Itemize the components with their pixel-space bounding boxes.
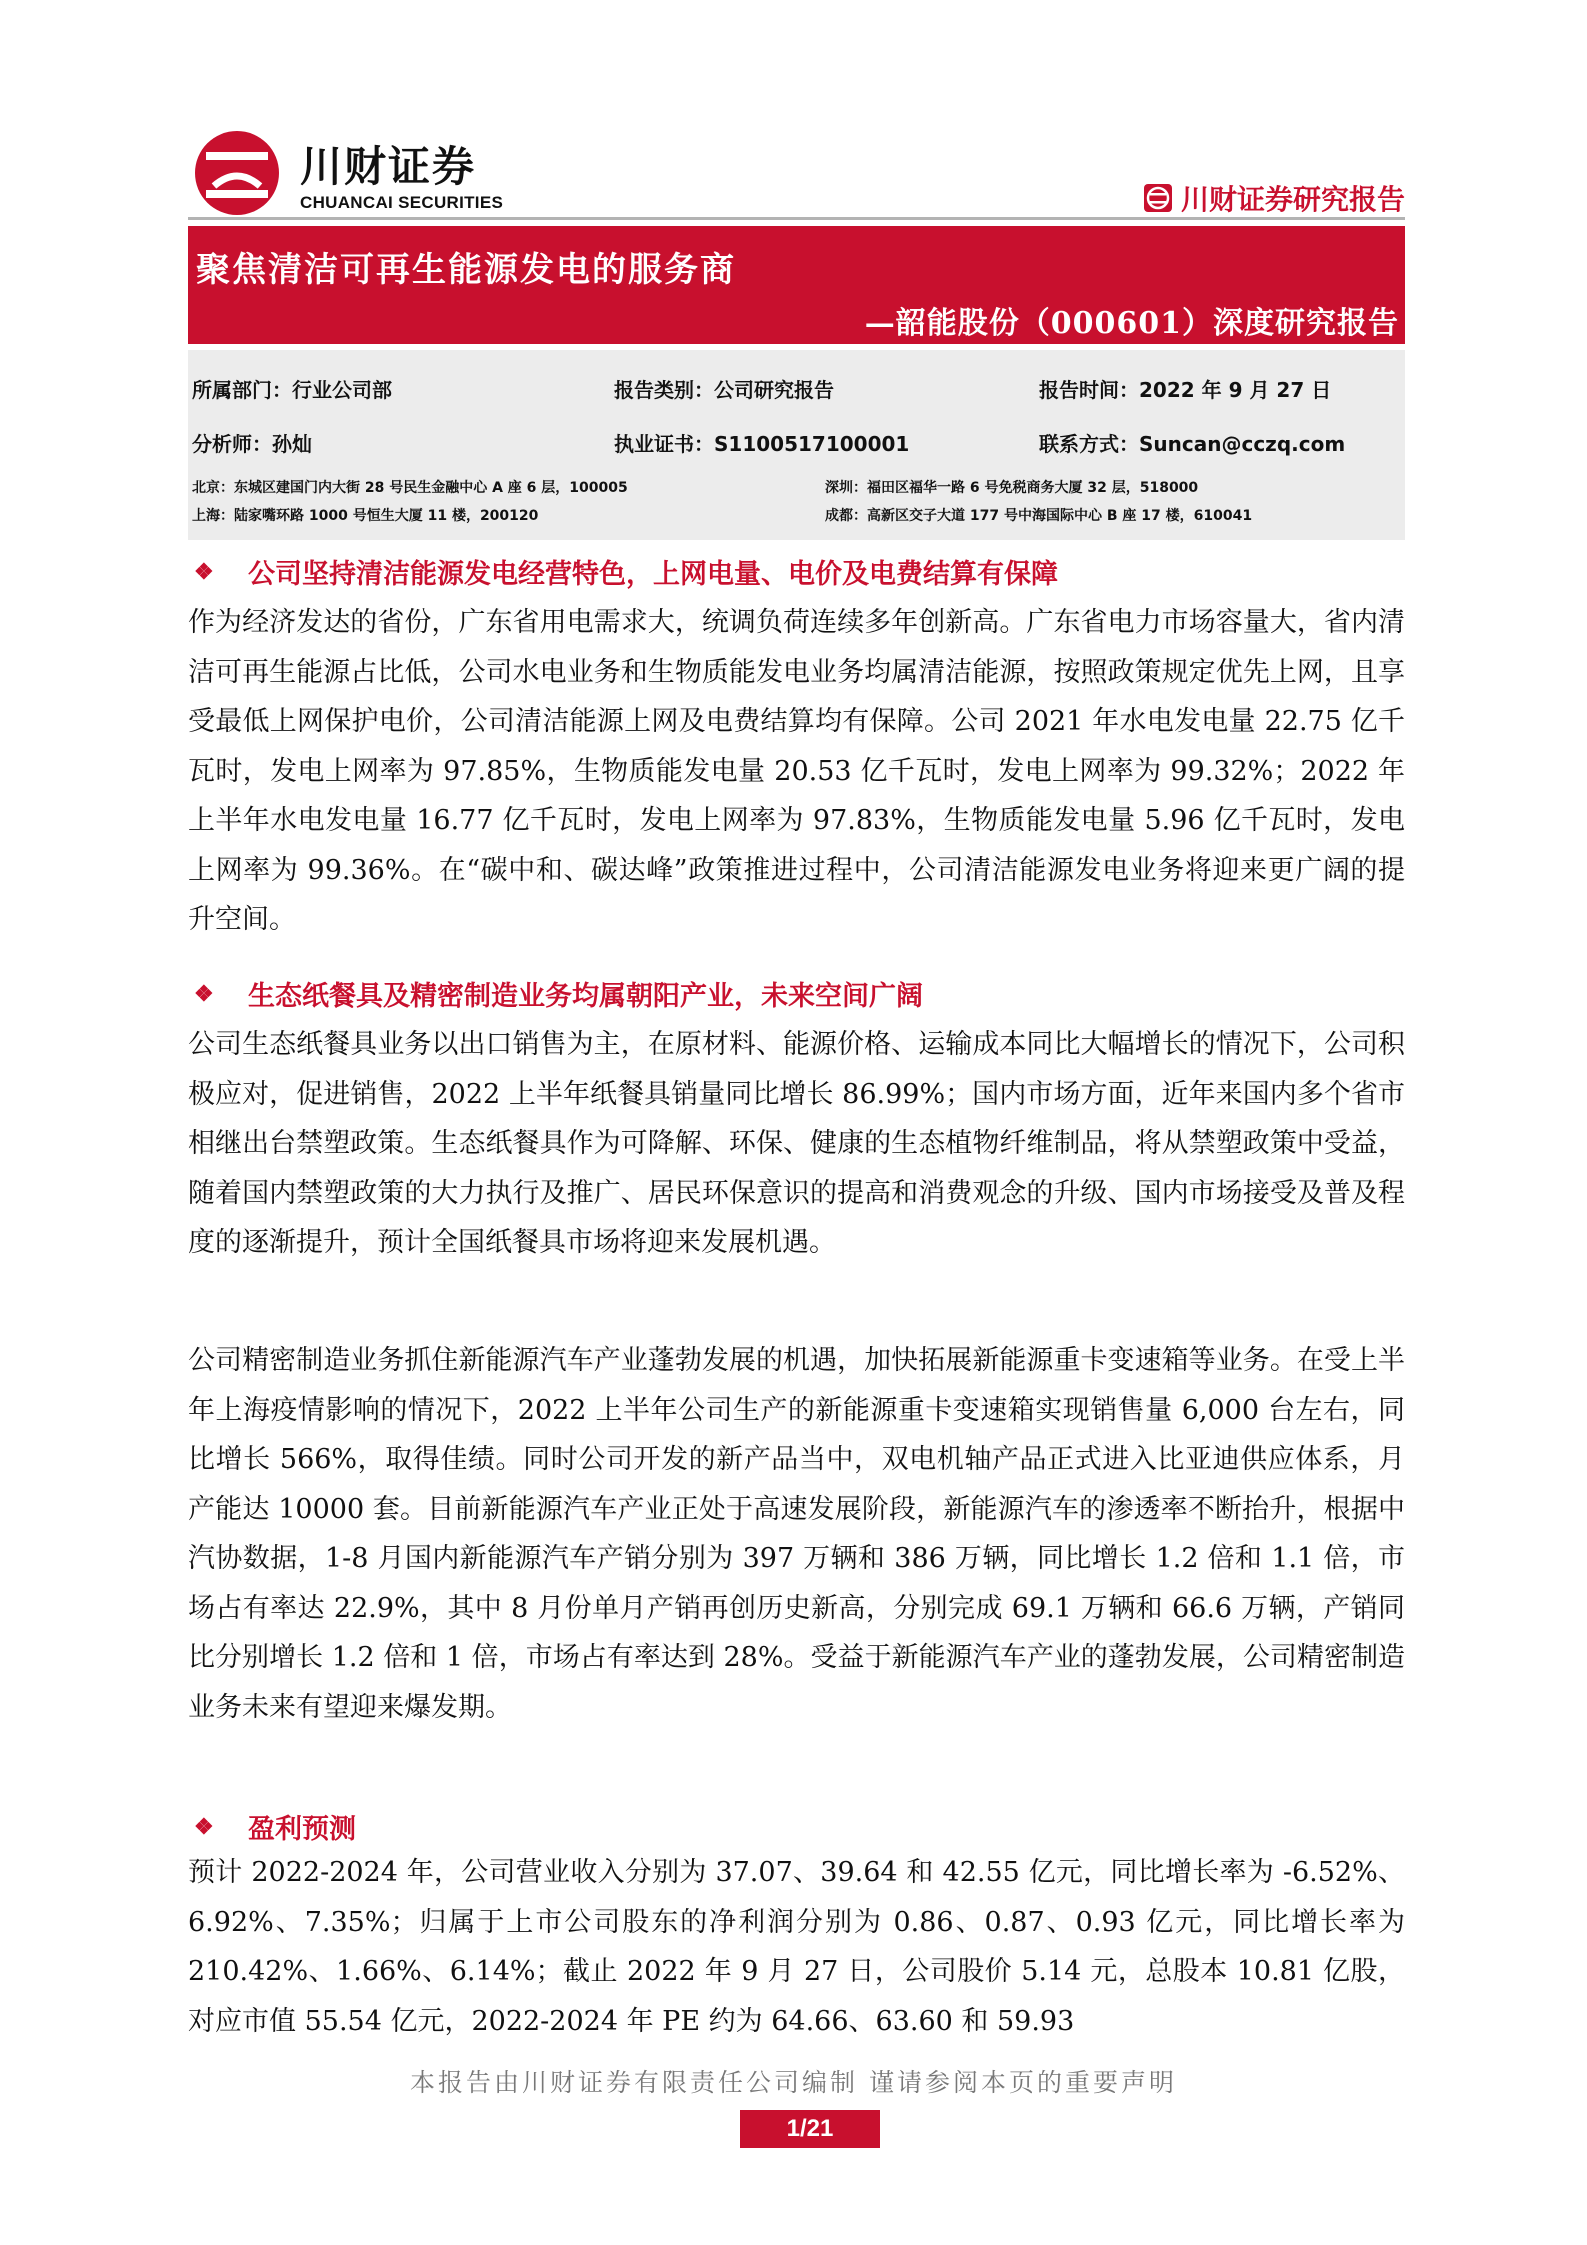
meta-analyst: 分析师：孙灿 (192, 432, 312, 456)
report-subtitle: —韶能股份（000601）深度研究报告 (864, 306, 1399, 341)
diamond-bullet-icon: ❖ (194, 1813, 214, 1840)
meta-license: 执业证书：S1100517100001 (614, 432, 910, 456)
address-shanghai: 上海：陆家嘴环路 1000 号恒生大厦 11 楼，200120 (192, 508, 539, 524)
report-meta (188, 350, 1405, 540)
section-heading-text: 公司坚持清洁能源发电经营特色，上网电量、电价及电费结算有保障 (248, 559, 1058, 590)
footer-disclaimer: 本报告由川财证券有限责任公司编制 谨请参阅本页的重要声明 (410, 2068, 1177, 2097)
section-heading-text: 盈利预测 (248, 1814, 356, 1845)
meta-report-date: 报告时间：2022 年 9 月 27 日 (1039, 378, 1332, 402)
address-chengdu: 成都：高新区交子大道 177 号中海国际中心 B 座 17 楼，610041 (825, 508, 1253, 524)
section-heading-text: 生态纸餐具及精密制造业务均属朝阳产业，未来空间广阔 (248, 981, 923, 1012)
meta-department: 所属部门：行业公司部 (192, 378, 392, 402)
meta-report-type: 报告类别：公司研究报告 (614, 378, 834, 402)
diamond-bullet-icon: ❖ (194, 980, 214, 1007)
diamond-bullet-icon: ❖ (194, 558, 214, 585)
section-heading (194, 1807, 356, 1846)
company-logo-icon (192, 128, 282, 218)
logo-company-name: 川财证券 (300, 142, 477, 191)
report-brand-text: 川财证券研究报告 (1180, 183, 1405, 216)
section-heading (194, 552, 1058, 591)
address-beijing: 北京：东城区建国门内大街 28 号民生金融中心 A 座 6 层，100005 (192, 480, 628, 496)
body-paragraph: 预计 2022-2024 年，公司营业收入分别为 37.07、39.64 和 42.55 亿元，同比增长率为 -6.52%、6.92%、7.35%；归属于上市公司股东的净利润分别为 0.86、0.87、0.93 亿元，同比增长率为 210.42%、1.66%、6.14%；截止 2022 年 9 月 27 日，公司股价 5.14 元，总股本 10.81 亿股，对应市值 55.54 亿元，2022-2024 年 PE 约为 64.66、63.60 和 59.93 (188, 1857, 1405, 2037)
header-divider (188, 217, 1405, 220)
logo-company-name-en: CHUANCAI SECURITIES (300, 193, 504, 212)
body-paragraph: 作为经济发达的省份，广东省用电需求大，统调负荷连续多年创新高。广东省电力市场容量大，省内清洁可再生能源占比低，公司水电业务和生物质能发电业务均属清洁能源，按照政策规定优先上网，且享受最低上网保护电价，公司清洁能源上网及电费结算均有保障。公司 2021 年水电发电量 22.75 亿千瓦时，发电上网率为 97.85%，生物质能发电量 20.53 亿千瓦时，发电上网率为 99.32%；2022 年上半年水电发电量 16.77 亿千瓦时，发电上网率为 97.83%，生物质能发电量 5.96 亿千瓦时，发电上网率为 99.36%。在“碳中和、碳达峰”政策推进过程中，公司清洁能源发电业务将迎来更广阔的提升空间。 (188, 607, 1405, 935)
report-brand (1143, 178, 1405, 218)
body-paragraph: 公司精密制造业务抓住新能源汽车产业蓬勃发展的机遇，加快拓展新能源重卡变速箱等业务。在受上半年上海疫情影响的情况下，2022 上半年公司生产的新能源重卡变速箱实现销售量 6,000 台左右，同比增长 566%，取得佳绩。同时公司开发的新产品当中，双电机轴产品正式进入比亚迪供应体系，月产能达 10000 套。目前新能源汽车产业正处于高速发展阶段，新能源汽车的渗透率不断抬升，根据中汽协数据，1-8 月国内新能源汽车产销分别为 397 万辆和 386 万辆，同比增长 1.2 倍和 1.1 倍，市场占有率达 22.9%，其中 8 月份单月产销再创历史新高，分别完成 69.1 万辆和 66.6 万辆，产销同比分别增长 1.2 倍和 1 倍，市场占有率达到 28%。受益于新能源汽车产业的蓬勃发展，公司精密制造业务未来有望迎来爆发期。 (188, 1345, 1405, 1723)
title-banner (188, 226, 1405, 344)
report-title: 聚焦清洁可再生能源发电的服务商 (196, 250, 736, 290)
meta-contact: 联系方式：Suncan@cczq.com (1039, 432, 1346, 456)
body-paragraph: 公司生态纸餐具业务以出口销售为主，在原材料、能源价格、运输成本同比大幅增长的情况下，公司积极应对，促进销售，2022 上半年纸餐具销量同比增长 86.99%；国内市场方面，近年来国内多个省市相继出台禁塑政策。生态纸餐具作为可降解、环保、健康的生态植物纤维制品，将从禁塑政策中受益，随着国内禁塑政策的大力执行及推广、居民环保意识的提高和消费观念的升级、国内市场接受及普及程度的逐渐提升，预计全国纸餐具市场将迎来发展机遇。 (188, 1029, 1405, 1258)
address-shenzhen: 深圳：福田区福华一路 6 号免税商务大厦 32 层，518000 (825, 480, 1199, 496)
section-heading (194, 974, 923, 1013)
page-number: 1/21 (740, 2110, 880, 2148)
brand-logo-icon (1143, 183, 1173, 213)
